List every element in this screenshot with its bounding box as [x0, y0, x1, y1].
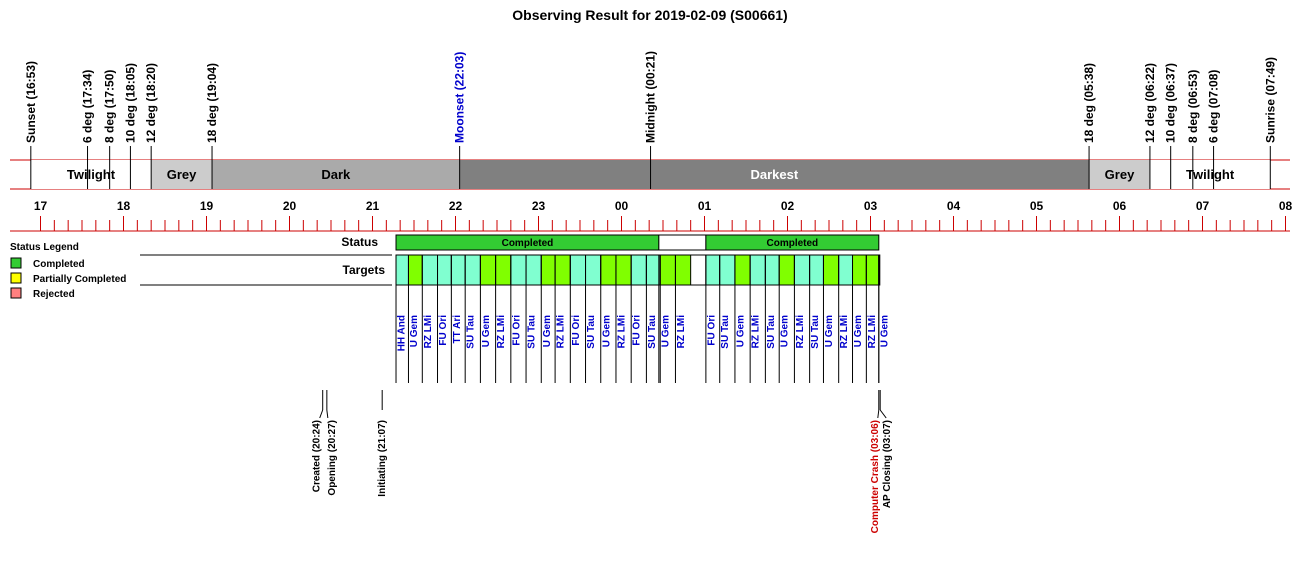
- target-block: [465, 255, 480, 285]
- event-label: 6 deg (07:08): [1206, 69, 1221, 143]
- status-bar-label: Completed: [766, 238, 819, 249]
- bottom-event-jog: [878, 410, 879, 418]
- target-block: [794, 255, 809, 285]
- target-block: [839, 255, 853, 285]
- target-block: [853, 255, 867, 285]
- target-name: SU Tau: [765, 315, 777, 349]
- target-name: FU Ori: [511, 315, 523, 346]
- target-block: [451, 255, 465, 285]
- hour-label: 21: [365, 199, 380, 213]
- bottom-event-label: Computer Crash (03:06): [869, 420, 881, 534]
- sky-band-label: Grey: [1104, 167, 1135, 182]
- target-name: FU Ori: [438, 315, 450, 346]
- target-name: U Gem: [853, 315, 865, 348]
- target-block: [586, 255, 601, 285]
- status-legend: [10, 242, 392, 300]
- bottom-event-jog: [327, 410, 328, 418]
- event-label: 8 deg (17:50): [102, 69, 117, 143]
- event-label: Moonset (22:03): [452, 51, 467, 143]
- sky-band-label: Grey: [166, 167, 197, 182]
- sky-band-label: Twilight: [66, 167, 116, 182]
- target-block: [438, 255, 452, 285]
- target-block: [706, 255, 720, 285]
- target-name: U Gem: [879, 315, 891, 348]
- target-name: HH And: [396, 315, 408, 352]
- target-name: SU Tau: [465, 315, 477, 349]
- sky-band-label: Darkest: [750, 167, 799, 182]
- event-label: 10 deg (06:37): [1163, 62, 1178, 143]
- event-label: 18 deg (19:04): [205, 62, 220, 143]
- target-block: [541, 255, 555, 285]
- hour-label: 00: [614, 199, 629, 213]
- target-name: U Gem: [541, 315, 553, 348]
- target-block: [866, 255, 878, 285]
- target-name: SU Tau: [646, 315, 658, 349]
- target-block: [631, 255, 646, 285]
- target-block: [675, 255, 690, 285]
- event-label: Sunset (16:53): [23, 60, 38, 143]
- target-block: [422, 255, 437, 285]
- target-name: U Gem: [601, 315, 613, 348]
- targets-row: [343, 255, 891, 383]
- legend-item-label: Partially Completed: [33, 274, 127, 285]
- hour-label: 17: [33, 199, 48, 213]
- target-block: [480, 255, 495, 285]
- target-block: [496, 255, 511, 285]
- target-name: U Gem: [735, 315, 747, 348]
- target-block: [570, 255, 585, 285]
- target-name: SU Tau: [720, 315, 732, 349]
- legend-item-label: Rejected: [33, 289, 75, 300]
- target-name: RZ LMi: [794, 315, 806, 349]
- target-block: [810, 255, 824, 285]
- hour-label: 02: [780, 199, 795, 213]
- bottom-event-label: Created (20:24): [311, 420, 323, 493]
- target-name: RZ LMi: [839, 315, 851, 349]
- chart-title: Observing Result for 2019-02-09 (S00661): [512, 7, 788, 23]
- target-name: U Gem: [779, 315, 791, 348]
- event-label: 6 deg (17:34): [80, 69, 95, 143]
- target-block: [750, 255, 765, 285]
- target-name: SU Tau: [586, 315, 598, 349]
- sky-band-label: Twilight: [1186, 167, 1235, 182]
- legend-item-label: Completed: [33, 259, 85, 270]
- target-name: U Gem: [480, 315, 492, 348]
- target-name: RZ LMi: [422, 315, 434, 349]
- hour-label: 03: [863, 199, 878, 213]
- event-label: Midnight (00:21): [643, 51, 658, 143]
- sky-band-label: Dark: [321, 167, 351, 182]
- target-name: RZ LMi: [675, 315, 687, 349]
- status-row-label: Status: [341, 235, 378, 249]
- bottom-event-jog: [880, 410, 886, 418]
- target-block: [765, 255, 779, 285]
- target-name: RZ LMi: [616, 315, 628, 349]
- hour-label: 04: [946, 199, 961, 213]
- target-name: RZ LMi: [555, 315, 567, 349]
- target-block: [660, 255, 675, 285]
- target-name: RZ LMi: [750, 315, 762, 349]
- event-label: 12 deg (06:22): [1142, 62, 1157, 143]
- hour-label: 19: [199, 199, 214, 213]
- target-name: RZ LMi: [866, 315, 878, 349]
- target-block: [396, 255, 408, 285]
- hour-label: 06: [1112, 199, 1127, 213]
- target-name: SU Tau: [526, 315, 538, 349]
- hour-label: 22: [448, 199, 463, 213]
- target-block: [616, 255, 631, 285]
- target-name: U Gem: [660, 315, 672, 348]
- target-block: [779, 255, 794, 285]
- status-bar-label: Completed: [501, 238, 554, 249]
- target-name: TT Ari: [451, 315, 463, 344]
- target-name: RZ LMi: [496, 315, 508, 349]
- hour-label: 05: [1029, 199, 1044, 213]
- hour-label: 18: [116, 199, 131, 213]
- target-name: FU Ori: [631, 315, 643, 346]
- event-label: 8 deg (06:53): [1185, 69, 1200, 143]
- target-block: [408, 255, 422, 285]
- bottom-event-label: Initiating (21:07): [377, 420, 389, 497]
- target-block: [601, 255, 616, 285]
- targets-row-label: Targets: [342, 263, 385, 277]
- hour-label: 01: [697, 199, 712, 213]
- event-label: 10 deg (18:05): [123, 62, 138, 143]
- legend-swatch: [11, 273, 21, 283]
- status-row: [341, 235, 878, 250]
- target-block: [526, 255, 541, 285]
- legend-swatch: [11, 288, 21, 298]
- target-name: FU Ori: [570, 315, 582, 346]
- hour-label: 23: [531, 199, 546, 213]
- top-events: [24, 51, 1277, 189]
- legend-title: Status Legend: [10, 242, 79, 253]
- target-block: [511, 255, 526, 285]
- bottom-event-label: AP Closing (03:07): [882, 420, 894, 509]
- bottom-events: [312, 390, 893, 533]
- event-label: 18 deg (05:38): [1082, 62, 1097, 143]
- target-name: FU Ori: [706, 315, 718, 346]
- target-block: [823, 255, 838, 285]
- event-label: Sunrise (07:49): [1263, 56, 1278, 143]
- target-name: U Gem: [408, 315, 420, 348]
- target-name: U Gem: [823, 315, 835, 348]
- status-bar: [659, 235, 706, 250]
- hour-label: 20: [282, 199, 297, 213]
- target-block: [555, 255, 570, 285]
- hour-label: 08: [1278, 199, 1293, 213]
- target-block: [735, 255, 750, 285]
- legend-swatch: [11, 258, 21, 268]
- event-label: 12 deg (18:20): [144, 62, 159, 143]
- target-block: [646, 255, 660, 285]
- target-name: SU Tau: [810, 315, 822, 349]
- hour-label: 07: [1195, 199, 1210, 213]
- bottom-event-jog: [320, 410, 323, 418]
- target-block: [720, 255, 735, 285]
- bottom-event-label: Opening (20:27): [326, 420, 338, 496]
